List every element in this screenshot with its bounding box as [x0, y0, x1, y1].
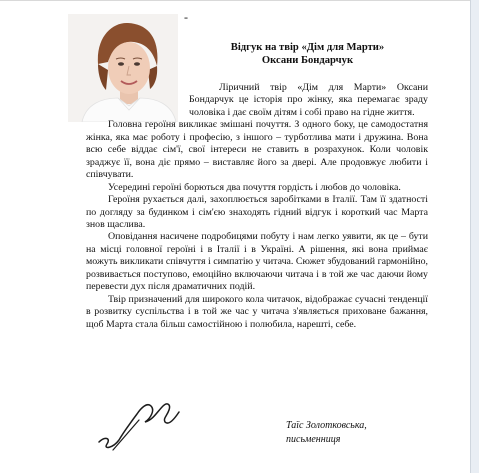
page-top-edge: [0, 0, 470, 1]
document-title: [190, 41, 425, 67]
window-scrollbar-edge[interactable]: [470, 0, 479, 473]
review-body: [86, 82, 428, 331]
handwritten-signature: [93, 392, 193, 454]
author-name: Таїс Золотковська,: [286, 420, 367, 431]
author-role: письменниця: [286, 434, 341, 445]
paragraph-2: Головна героїня викликає змішані почуття. З одного боку, це самодостатня жінка, яка має роботу і професію, з іншого – турботлива мати і дружина. Вона всю себе віддає сім'ї, свої інтереси не ставить в розрахунок. Коли чоловік зраджує її, вона діє прямо – виставляє його за двері. Але продовжує любити і співчувати.: [86, 119, 428, 181]
paragraph-4: Героїня рухається далі, захоплюється заробітками в Італії. Там її здатності по догляду за будинком і сім'єю знаходять гідний відгук і короткий час Марта знов щаслива.: [86, 194, 428, 230]
paragraph-6: Твір призначений для широкого кола читачок, відображає сучасні тенденції в розвитку суспільства і в той же час у читача з'являється приховане бажання, щоб Марта стала більш самостійною і полюбила, нарешті, себе.: [86, 293, 428, 330]
paragraph-1: Ліричний твір «Дім для Марти» Оксани Бондарчук це історія про жінку, яка перемагає зраду чоловіка і дає своїм дітям і собі право на гідне життя.: [189, 82, 428, 118]
stray-dash: -: [184, 10, 188, 24]
paragraph-3: Усередині героїні борються два почуття гордість і любов до чоловіка.: [108, 181, 401, 193]
title-line-1: Відгук на твір «Дім для Марти»: [230, 42, 385, 53]
author-credit: [286, 419, 367, 447]
paragraph-5: Оповідання насичене подробицями побуту і нам легко уявити, як це – бути на місці головної героїні і в Італії і в Україні. А рішення, які вона приймає можуть викликати співчуття і симпатію у читача. Сюжет збудований гармонійно, розвивається поступово, емоційно включаючи читача і в той же час даючи йому перевести дух після драматичних подій.: [86, 231, 428, 293]
title-line-2: Оксани Бондарчук: [261, 55, 354, 66]
